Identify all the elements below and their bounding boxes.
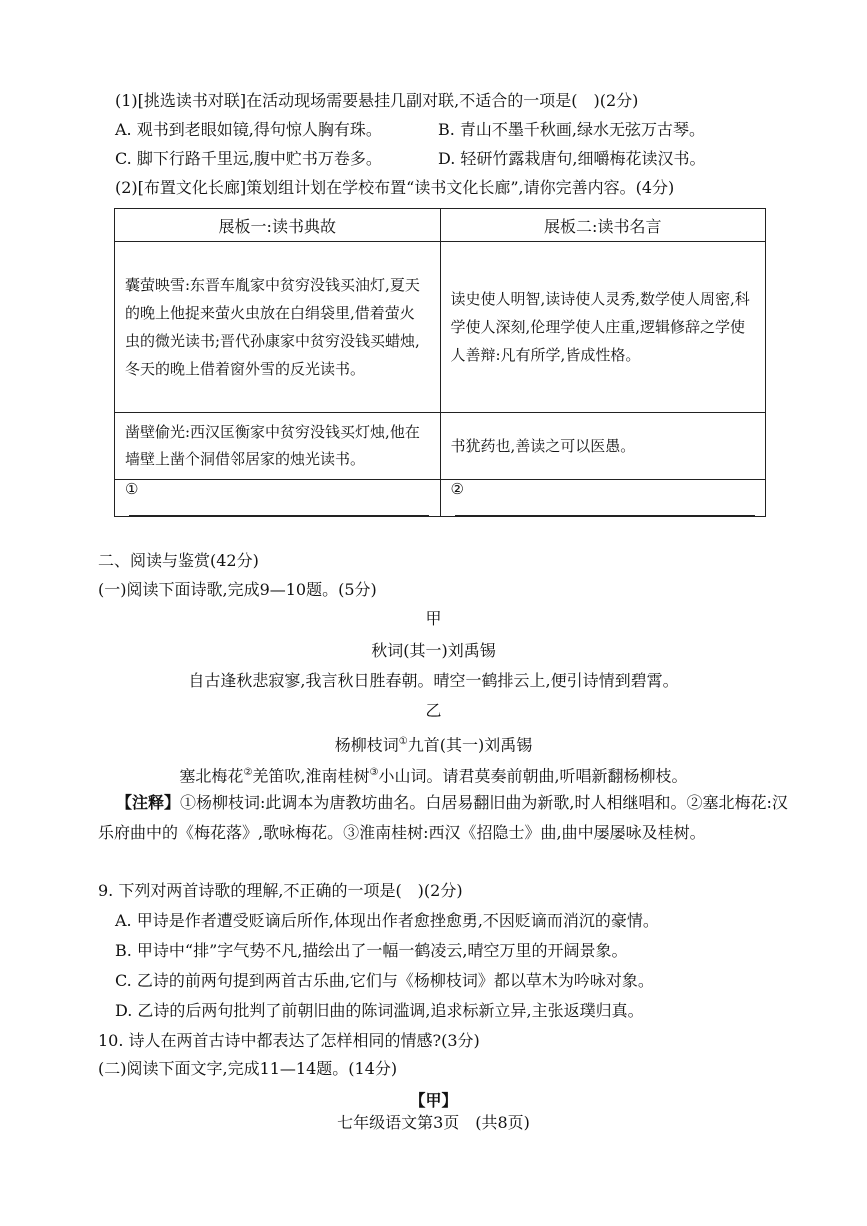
q9-option-c: C. 乙诗的前两句提到两首古乐曲,它们与《杨柳枝词》都以草木为吟咏对象。 — [115, 971, 654, 990]
poem2-text — [0, 762, 867, 787]
poem-notes — [98, 788, 788, 848]
q8-option-d: D. 轻研竹露栽唐句,细嚼梅花读汉书。 — [438, 149, 706, 168]
board1-header: 展板一:读书典故 — [115, 209, 441, 242]
section2-title: 二、阅读与鉴赏(42分) — [98, 551, 259, 570]
poem1-text: 自古逢秋悲寂寥,我言秋日胜春朝。晴空一鹤排云上,便引诗情到碧霄。 — [188, 671, 679, 690]
part1-instruction: (一)阅读下面诗歌,完成9—10题。(5分) — [98, 580, 377, 599]
board2-header: 展板二:读书名言 — [440, 209, 766, 242]
poem2-text-a: 塞北梅花 — [179, 766, 244, 786]
poem-yi-label: 乙 — [425, 701, 442, 720]
blank-1-line — [129, 499, 429, 516]
q8-sub2: (2)[布置文化长廊]策划组计划在学校布置“读书文化长廊”,请你完善内容。(4分) — [115, 178, 675, 197]
q8-option-a: A. 观书到老眼如镜,得句惊人胸有珠。 — [115, 120, 382, 139]
poem2-text-c: 小山词。请君莫奏前朝曲,听唱新翻杨柳枝。 — [378, 766, 688, 786]
note-label: 【注释】 — [116, 793, 181, 812]
page-footer: 七年级语文第3页 (共8页) — [337, 1113, 530, 1132]
note-ref-2: ② — [243, 767, 253, 778]
reading-board-table — [114, 208, 766, 517]
q9-stem: 9. 下列对两首诗歌的理解,不正确的一项是( )(2分) — [98, 881, 463, 900]
answer-blank-1[interactable] — [115, 480, 441, 517]
q9-option-b: B. 甲诗中“排”字气势不凡,描绘出了一幅一鹤凌云,晴空万里的开阔景象。 — [115, 941, 628, 960]
quote-shuyouyao: 书犹药也,善读之可以医愚。 — [440, 413, 766, 480]
note-text: ①杨柳枝词:此调本为唐教坊曲名。白居易翻旧曲为新歌,时人相继唱和。②塞北梅花:汉乐府曲中的《梅花落》,歌咏梅花。③淮南桂树:西汉《招隐士》曲,曲中屡屡咏及桂树。 — [98, 793, 788, 842]
poem2-text-b: 羌笛吹,淮南桂树 — [252, 766, 370, 786]
q8-option-b: B. 青山不墨千秋画,绿水无弦万古琴。 — [438, 120, 706, 139]
part2-instruction: (二)阅读下面文字,完成11—14题。(14分) — [98, 1059, 398, 1078]
poem1-title: 秋词(其一)刘禹锡 — [371, 641, 496, 660]
note-ref-3: ③ — [369, 767, 379, 778]
poem2-title-b: 九首(其一)刘禹锡 — [407, 735, 533, 755]
poem-jia-label: 甲 — [425, 609, 442, 628]
quote-bacon: 读史使人明智,读诗使人灵秀,数学使人周密,科学使人深刻,伦理学使人庄重,逻辑修辞之学使人善辩:凡有所学,皆成性格。 — [440, 242, 766, 413]
story-zaobi: 凿壁偷光:西汉匡衡家中贫穷没钱买灯烛,他在墙壁上凿个洞借邻居家的烛光读书。 — [115, 413, 441, 480]
q9-option-d: D. 乙诗的后两句批判了前朝旧曲的陈词滥调,追求标新立异,主张返璞归真。 — [115, 1001, 644, 1020]
blank-2-marker: ② — [450, 480, 464, 498]
blank-1-marker: ① — [125, 480, 139, 498]
q10-stem: 10. 诗人在两首古诗中都表达了怎样相同的情感?(3分) — [98, 1031, 480, 1050]
part2-jia-label: 【甲】 — [409, 1091, 458, 1110]
blank-2-line — [455, 499, 755, 516]
poem2-title-a: 杨柳枝词 — [334, 735, 399, 755]
story-nangying: 囊萤映雪:东晋车胤家中贫穷没钱买油灯,夏天的晚上他捉来萤火虫放在白绢袋里,借着萤火虫的微光读书;晋代孙康家中贫穷没钱买蜡烛,冬天的晚上借着窗外雪的反光读书。 — [115, 242, 441, 413]
q8-sub1: (1)[挑选读书对联]在活动现场需要悬挂几副对联,不适合的一项是( )(2分) — [115, 91, 639, 110]
note-ref-1: ① — [398, 736, 408, 747]
poem2-title — [0, 731, 867, 756]
q8-option-c: C. 脚下行路千里远,腹中贮书万卷多。 — [115, 149, 382, 168]
answer-blank-2[interactable] — [440, 480, 766, 517]
q9-option-a: A. 甲诗是作者遭受贬谪后所作,体现出作者愈挫愈勇,不因贬谪而消沉的豪情。 — [115, 911, 659, 930]
